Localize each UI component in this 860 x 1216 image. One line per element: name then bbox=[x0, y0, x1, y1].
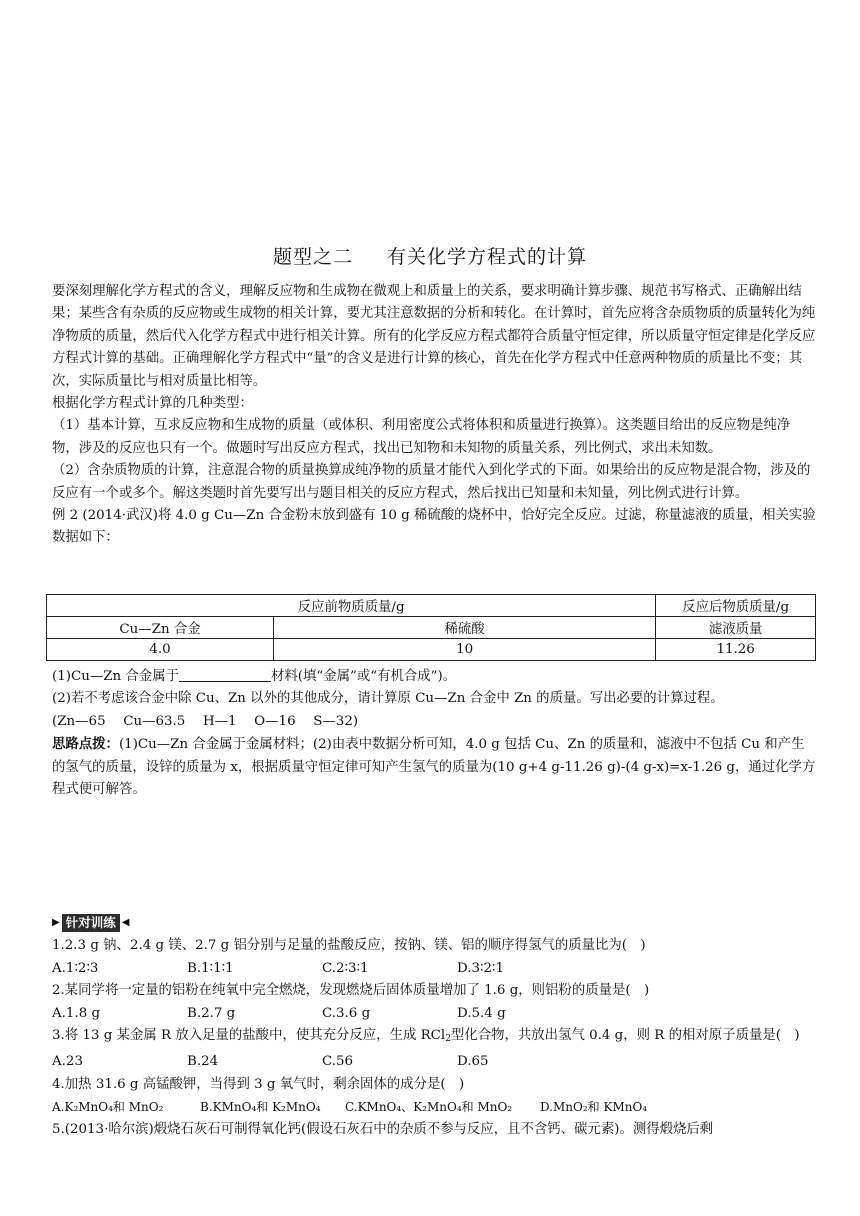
type1-paragraph: （1）基本计算，互求反应物和生成物的质量（或体积、利用密度公式将体积和质量进行换算）。这类题目给出的反应物是纯净物，涉及的反应也只有一个。做题时写出反应方程式，找出已知物和未知物的质量关系，列比例式，求出未知数。 bbox=[52, 418, 791, 456]
option-a: A.23 bbox=[52, 1053, 83, 1069]
question-2: (2)若不考虑该合金中除 Cu、Zn 以外的其他成分，请计算原 Cu—Zn 合金中 Zn 的质量。写出必要的计算过程。 bbox=[52, 691, 724, 707]
question-1-text: (1)Cu—Zn 合金属于 bbox=[52, 669, 179, 684]
intro-section bbox=[52, 281, 816, 550]
option-a: A.1∶2∶3 bbox=[52, 960, 99, 976]
triangle-left-icon: ◀ bbox=[121, 917, 130, 928]
option-c: C.3.6 g bbox=[322, 1005, 371, 1021]
practice-badge bbox=[52, 914, 129, 932]
option-a: A.K₂MnO₄和 MnO₂ bbox=[52, 1100, 164, 1115]
data-table bbox=[46, 594, 816, 661]
option-b: B.KMnO₄和 K₂MnO₄ bbox=[200, 1100, 321, 1115]
type2-paragraph: （2）含杂质物质的计算，注意混合物的质量换算成纯净物的质量才能代入到化学式的下面。如果给出的反应物是混合物，涉及的反应有一个或多个。解这类题时首先要写出与题目相关的反应方程式，然后找出已知量和未知量，列比例式进行计算。 bbox=[52, 463, 811, 501]
exercise-2-options bbox=[52, 1003, 822, 1026]
option-d: D.65 bbox=[457, 1053, 489, 1069]
exercise-3-text: 3.将 13 g 某金属 R 放入足量的盐酸中，使其充分反应，生成 RCl bbox=[52, 1028, 446, 1044]
questions-section bbox=[52, 666, 816, 801]
table-cell: 滤液质量 bbox=[656, 617, 816, 639]
exercise-2: 2.某同学将一定量的铝粉在纯氧中完全燃烧，发现燃烧后固体质量增加了 1.6 g，则铝粉的质量是( ) bbox=[52, 983, 650, 999]
table-cell: 4.0 bbox=[47, 639, 274, 661]
option-c: C.2∶3∶1 bbox=[322, 960, 369, 976]
option-b: B.2.7 g bbox=[187, 1005, 236, 1021]
exercise-3 bbox=[52, 1025, 822, 1051]
exercise-4-options bbox=[52, 1096, 822, 1119]
hint-text: (1)Cu—Zn 合金属于金属材料；(2)由表中数据分析可知，4.0 g 包括 Cu、Zn 的质量和，滤液中不包括 Cu 和产生的氢气的质量，设锌的质量为 x，根据质量守恒定律可知产生氢气的质量为(10 g+4 g-11.26 g)-(4 g-x)=x-1.26 g，通过化学方程式便可解答。 bbox=[52, 737, 816, 798]
hint-label: 思路点拨： bbox=[52, 736, 119, 753]
table-row bbox=[47, 639, 816, 661]
question-1 bbox=[52, 666, 816, 688]
table-header-after: 反应后物质质量/g bbox=[656, 595, 816, 617]
atomic-masses: (Zn—65 Cu—63.5 H—1 O—16 S—32) bbox=[52, 713, 359, 729]
option-c: C.56 bbox=[322, 1053, 354, 1069]
hint-paragraph bbox=[52, 733, 816, 801]
exercise-3-options bbox=[52, 1051, 822, 1074]
option-b: B.1∶1∶1 bbox=[187, 960, 234, 976]
option-d: D.5.4 g bbox=[457, 1005, 506, 1021]
option-d: D.3∶2∶1 bbox=[457, 960, 505, 976]
table-row bbox=[47, 595, 816, 617]
exercise-1: 1.2.3 g 钠、2.4 g 镁、2.7 g 铝分别与足量的盐酸反应，按钠、镁、铝的顺序得氢气的质量比为( ) bbox=[52, 938, 646, 953]
intro-paragraph: 要深刻理解化学方程式的含义，理解反应物和生成物在微观上和质量上的关系，要求明确计算步骤、规范书写格式、正确解出结果；某些含有杂质的反应物或生成物的相关计算，要尤其注意数据的分析和转化。在计算时，首先应将含杂质物质的质量转化为纯净物质的质量，然后代入化学方程式中进行相关计算。所有的化学反应方程式都符合质量守恒定律，所以质量守恒定律是化学反应方程式计算的基础。正确理解化学方程式中“量”的含义是进行计算的核心，首先在化学方程式中任意两种物质的质量比不变；其次，实际质量比与相对质量比相等。 bbox=[52, 284, 816, 389]
question-1-text-end: 材料(填“金属”或“有机合成”)。 bbox=[270, 669, 457, 684]
option-a: A.1.8 g bbox=[52, 1005, 101, 1021]
table-cell: 稀硫酸 bbox=[274, 617, 656, 639]
section-title bbox=[0, 242, 860, 269]
triangle-right-icon: ▶ bbox=[52, 917, 60, 928]
types-heading: 根据化学方程式计算的几种类型： bbox=[52, 396, 253, 412]
option-d: D.MnO₂和 KMnO₄ bbox=[540, 1100, 648, 1115]
exercise-5: 5.(2013·哈尔滨)煅烧石灰石可制得氧化钙(假设石灰石中的杂质不参与反应，且不含钙、碳元素)。测得煅烧后剩 bbox=[52, 1121, 714, 1137]
exercise-3-text-end: 型化合物，共放出氢气 0.4 g，则 R 的相对原子质量是( ) bbox=[450, 1028, 800, 1044]
table-header-before: 反应前物质质量/g bbox=[47, 595, 656, 617]
exercise-4: 4.加热 31.6 g 高锰酸钾，当得到 3 g 氧气时，剩余固体的成分是( ) bbox=[52, 1076, 465, 1092]
option-c: C.KMnO₄、K₂MnO₄和 MnO₂ bbox=[345, 1100, 513, 1115]
table-cell: 10 bbox=[274, 639, 656, 661]
subscript: 2 bbox=[445, 1034, 451, 1045]
title-part1: 题型之二 bbox=[272, 246, 353, 268]
option-b: B.24 bbox=[187, 1053, 219, 1069]
answer-blank bbox=[179, 667, 271, 682]
table-cell: Cu—Zn 合金 bbox=[47, 617, 274, 639]
table-cell: 11.26 bbox=[656, 639, 816, 661]
exercises-section bbox=[52, 935, 822, 1141]
exercise-1-options bbox=[52, 958, 822, 981]
example-paragraph: 例 2 (2014·武汉)将 4.0 g Cu—Zn 合金粉末放到盛有 10 g 稀硫酸的烧杯中，恰好完全反应。过滤，称量滤液的质量，相关实验数据如下： bbox=[52, 508, 816, 546]
title-part2: 有关化学方程式的计算 bbox=[387, 246, 588, 268]
practice-label: 针对训练 bbox=[62, 914, 120, 932]
table-row bbox=[47, 617, 816, 639]
